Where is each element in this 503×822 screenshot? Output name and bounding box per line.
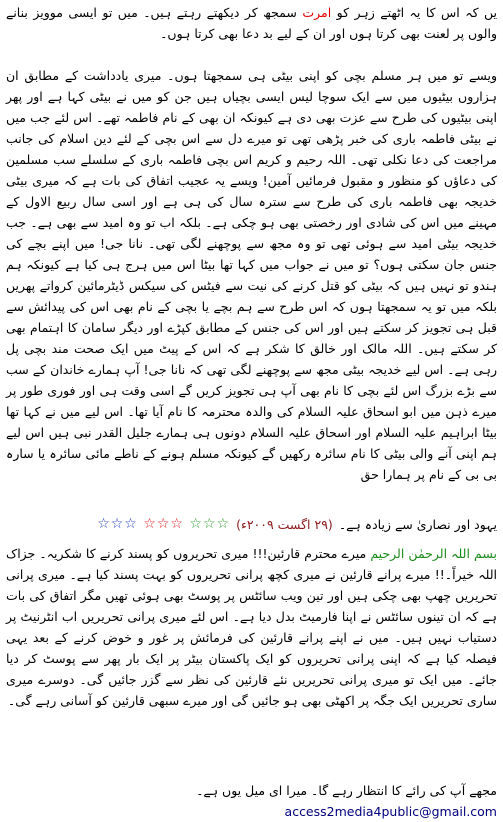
contact-text: مجھے آپ کی رائے کا انتظار رہے گا۔ میرا ای میل یوں ہے۔ xyxy=(196,783,497,798)
star-divider xyxy=(97,516,230,532)
paragraph-readers xyxy=(6,543,497,711)
email-link[interactable]: access2media4public@gmail.com xyxy=(284,804,497,819)
signature-line xyxy=(6,516,497,532)
paragraph-intro: یں کہ اس کا یہ اٹھتے زہر کو امرت سمجھ کر دیکھتے رہتے ہیں۔ میں تو ایسی موویز بنانے والوں پر لعنت بھی کرتا ہوں اور ان کے لیے بد دعا بھی کرتا ہوں۔ xyxy=(6,5,497,41)
blue-stars-icon: ☆☆☆ xyxy=(97,516,138,532)
paragraph-main: ویسے تو میں ہر مسلم بچی کو اپنی بیٹی ہی سمجھتا ہوں۔ میری یادداشت کے مطابق ان ہزاروں بیٹیوں میں سے ایک سوچا لیس ایسی بچیاں ہیں جن کو میں نے بیٹی کہا ہے اور پھر اپنی بیٹیوں کی طرح سے عزت بھی دی ہے کیونکہ ان بھی کے نام فاطمہ تھے۔ اس لئے جب میں نے بیٹی فاطمہ باری کی خبر پڑھی تھی تو میرے دل سے اس بچی کے لئے دین اسلام کی جانب مراجعت کی دعا نکلی تھی۔ اللہ رحیم و کریم اس بچی فاطمہ باری کے سلسلے سب مسلمین کی دعاؤں کو منظور و مقبول فرمائیں آمین! ویسے یہ عجیب اتفاق کی بات ہے کہ میری بیٹی خدیجہ بھی فاطمہ باری کی طرح سے سترہ سال کی ہی ہے اور اسی سال ربیع الاول کے مہینے میں اس کی شادی اور رخصتی بھی ہو چکی ہے۔ بلکہ اب تو وہ امید سے بھی ہے۔ جب خدیجہ بیٹی امید سے ہوئی تھی تو وہ مجھ سے پوچھنے لگی تھی۔ نانا جی! میں اپنے بچے کی جنس جان سکتی ہوں؟ تو میں نے جواب میں کہا تھا بیٹا اس میں ہرج ہی کیا ہے کیونکہ ہم ہندو تو نہیں ہیں کہ بیٹی کو قتل کرنے کی نیت سے فیٹس کی سیکس ڈیٹرمائین کرواتے پھریں بلکہ میں تو یہ سمجھتا ہوں کہ اس طرح سے ہم بچے یا بچی کے نام بھی اس کی پیدائش سے قبل ہی تجویز کر سکتے ہیں اور اس کی جنس کے مطابق کپڑے اور دیگر سامان کا اہتمام بھی کر سکتے ہیں۔ اللہ مالک اور خالق کا شکر ہے کہ اس کے پیٹ میں ایک صحت مند بچی پل رہی ہے۔ اس لیے خدیجہ بیٹی مجھ سے پوچھنے لگی تھی کہ نانا جی! آپ ہمارے خاندان کے سب سے بڑے بزرگ اس لئے بچی کا نام بھی آپ ہی تجویز کریں گے اسی وقت ہی اور فوری طور پر میرے ذہن میں ابو اسحاق علیہ السلام کی والدہ محترمہ کا نام آیا تھا۔ اس لیے میں نے کہا تھا بیٹا ابراہیم علیہ السلام اور اسحاق علیہ السلام دونوں ہی ہمارے جلیل القدر نبی ہیں اس لیے ہم اپنی آنے والی بیٹی کا نام سائرہ رکھیں گے کیونکہ مسلم ہونے کے ناطے مائی سائرہ یا سارہ بی بی کے نام پر ہمارا حق xyxy=(6,68,497,482)
highlight-word: امرت xyxy=(302,5,332,20)
contact-line xyxy=(6,780,497,822)
red-stars-icon: ☆☆☆ xyxy=(143,516,184,532)
green-stars-icon: ☆☆☆ xyxy=(189,516,231,532)
readers-text: میرے محترم قارئین!!! میری تحریروں کو پسند کرنے کا شکریہ۔ جزاک اللہ خیراً۔!! میرے پرانے قارئین نے میری کچھ پرانی تحریروں کو بہت پسند کیا ہے۔ میری پرانی تحریریں چھپ بھی چکی ہیں اور تین ویب سائٹس پر پوسٹ بھی ہوئی تھیں مگر اتفاق کی بات ہے کہ ان تینوں سائٹس نے اپنا فارمیٹ بدل دیا ہے۔ اس لئے میری پرانی تحریریں اب انٹرنیٹ پر دستیاب نہیں ہیں۔ میں نے اپنے پرانے قارئین کی فرمائش پر غور و خوض کرنے کے بعد یہی فیصلہ کیا ہے کہ اپنی پرانی تحریروں کو ایک پاکستان بیٹر پر ایک بار پھر سے پوسٹ کر دیا جائے۔ میں ایک تو میری پرانی تحریریں نئے قارئین کی نظر سے گزر جائیں گی۔ دوسرے میری ساری تحریریں ایک جگہ پر اکھٹی بھی ہو جائیں گی اور میرے سبھی قارئین کو آسانی رہے گی۔ xyxy=(6,546,497,708)
closing-text: یہود اور نصاریٰ سے زیادہ ہے۔ xyxy=(338,516,497,532)
post-date: (۲۹ اگست ۲۰۰۹ء) xyxy=(236,516,333,532)
bismillah: بسم اللہ الرحمٰن الرحیم xyxy=(370,546,497,561)
